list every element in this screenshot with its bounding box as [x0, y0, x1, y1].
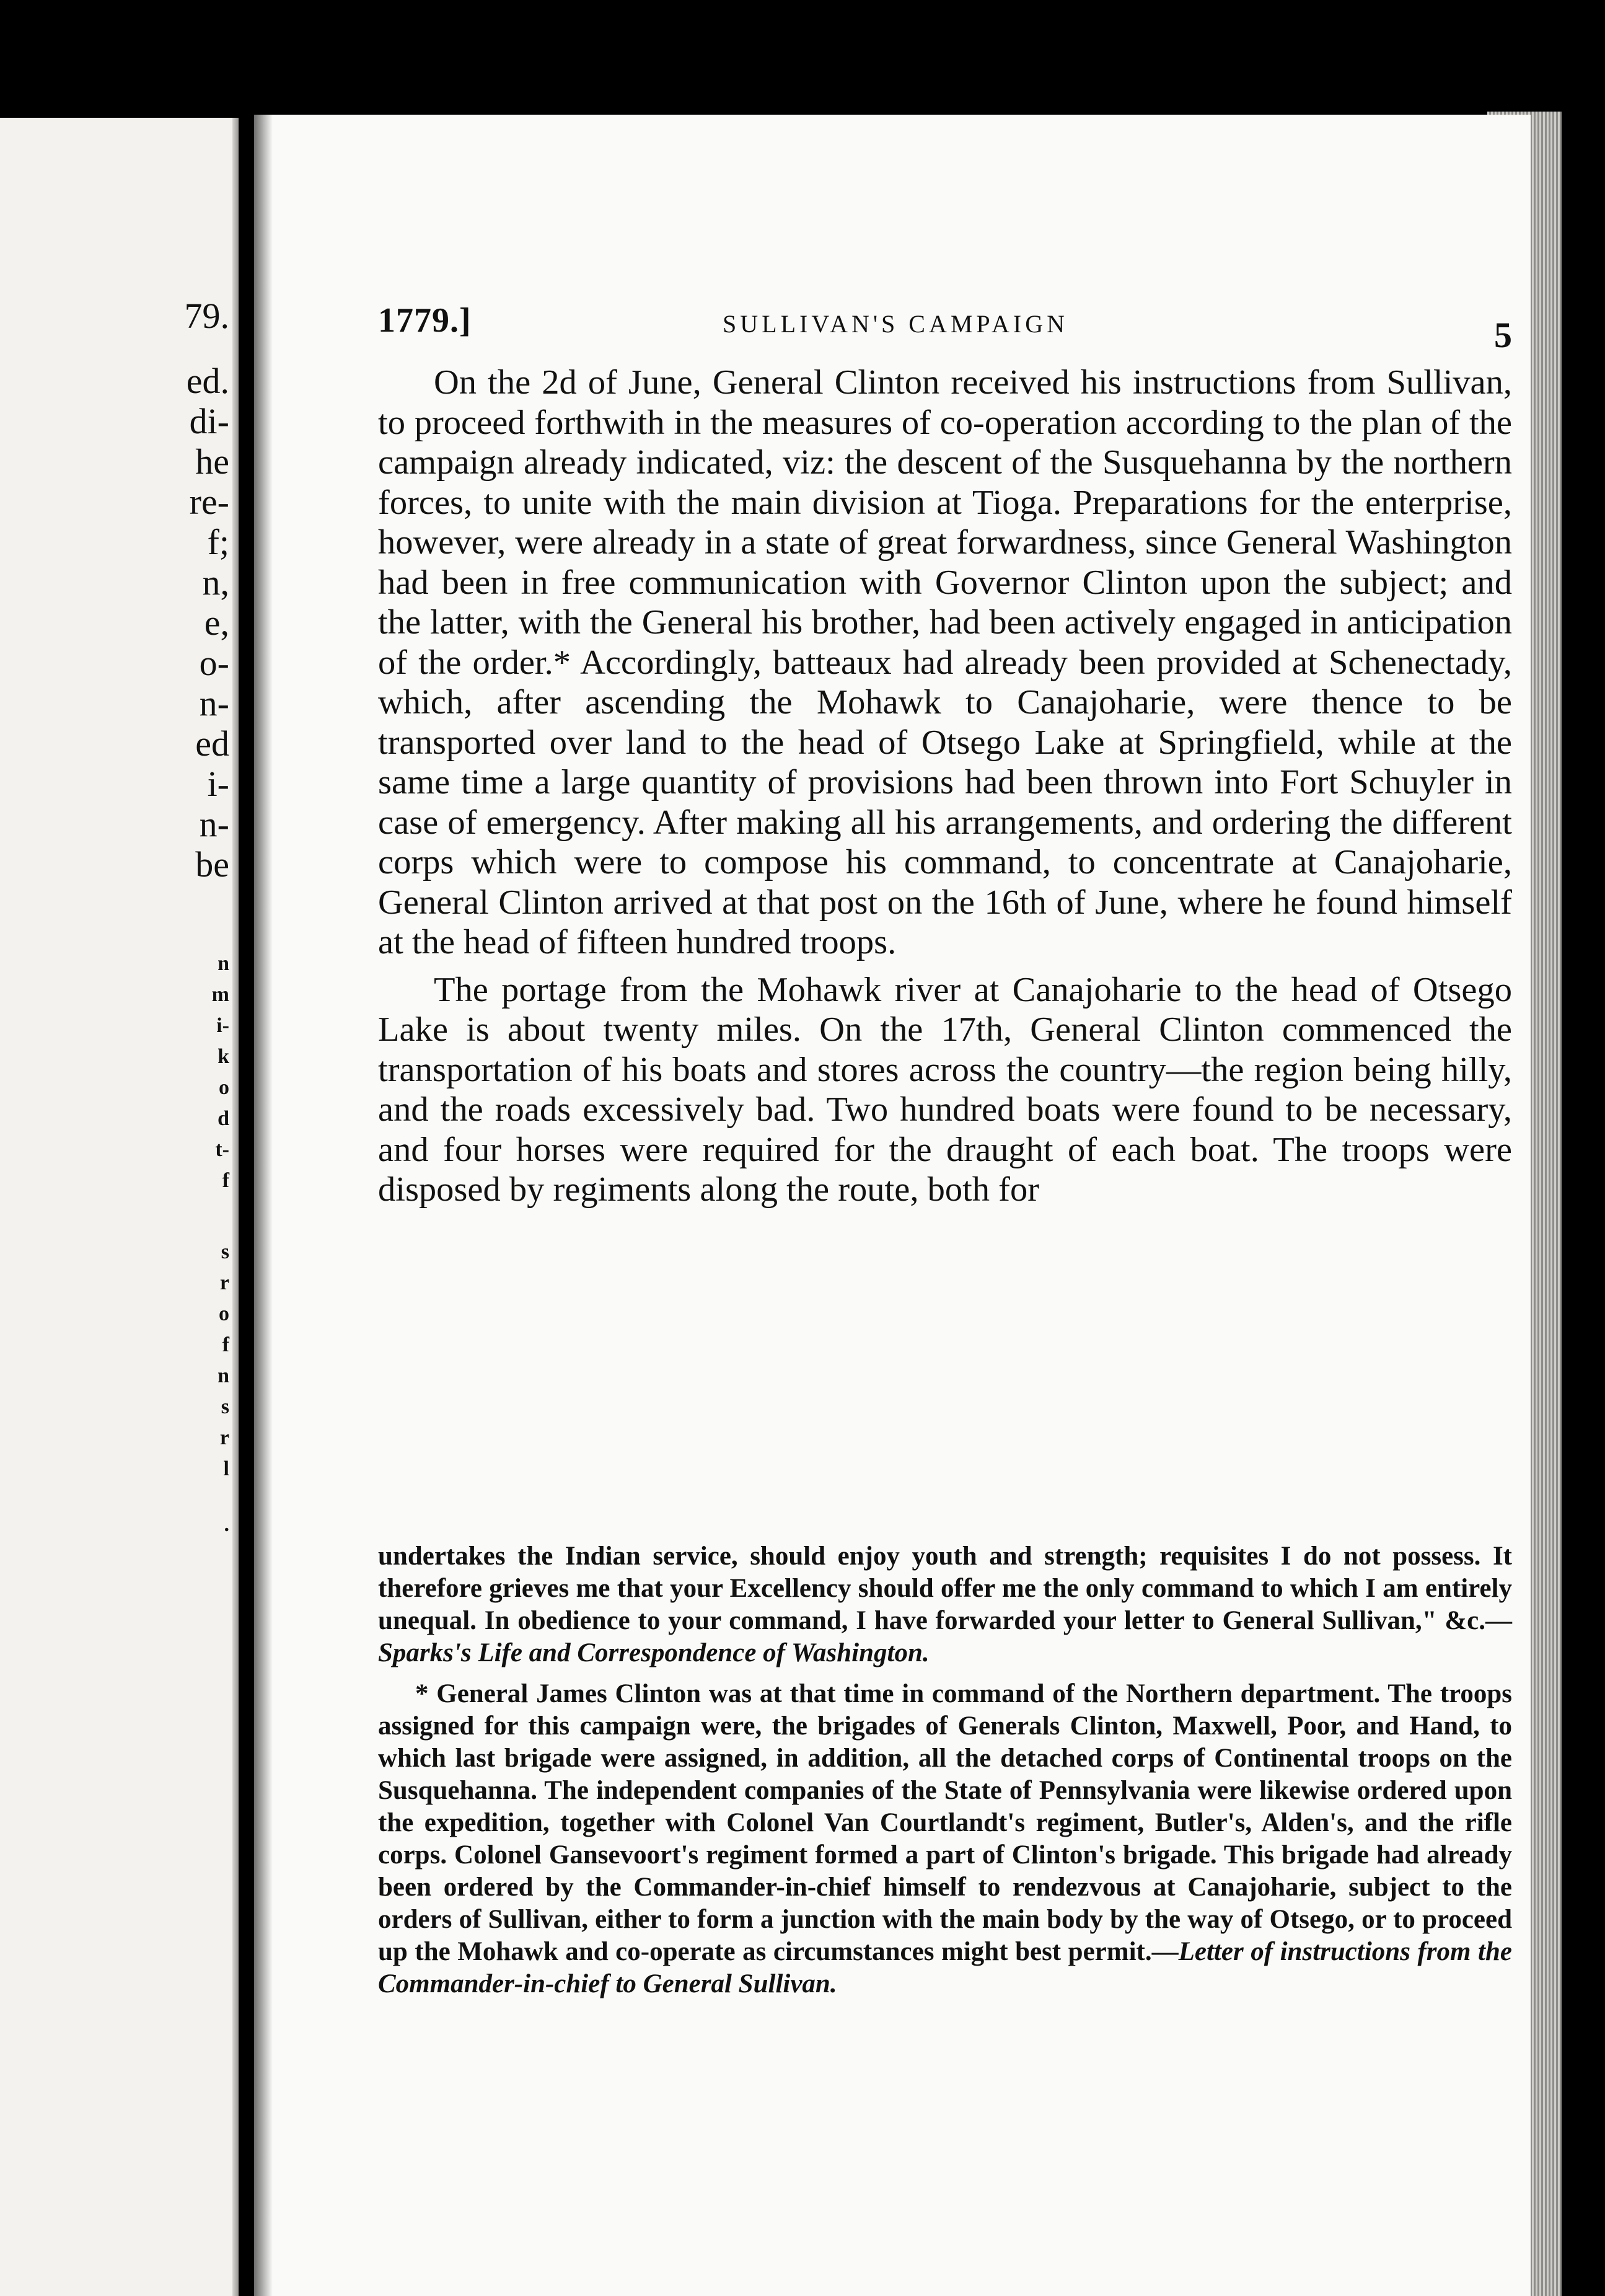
left-small-fragment: k: [218, 1045, 229, 1068]
left-fragment: be: [195, 844, 229, 885]
footnote-star: [378, 1678, 1512, 2000]
left-small-fragment: s: [221, 1395, 229, 1418]
left-fragment: e,: [204, 603, 229, 643]
page-number: 5: [1494, 315, 1512, 355]
left-small-fragment: f: [222, 1333, 229, 1356]
body-text: [378, 363, 1512, 1210]
book-page: [254, 115, 1531, 2296]
left-fragment: i-: [207, 764, 229, 804]
left-small-fragment: i-: [216, 1014, 229, 1037]
left-small-fragment: t-: [215, 1138, 229, 1161]
left-fragment: o-: [199, 643, 229, 683]
footnote-continued: [378, 1540, 1512, 1669]
body-paragraph: The portage from the Mohawk river at Canajoharie to the head of Otsego Lake is about twenty miles. On the 17th, General Clinton commenced the transportation of his boats and stores across the country—the region being hilly, and the roads excessively bad. Two hundred boats were found to be necessary, and four horses were required for the draught of each boat. The troops were disposed by regiments along the route, both for: [378, 970, 1512, 1209]
left-small-fragment: f: [222, 1169, 229, 1192]
spine-shadow: [254, 115, 273, 2296]
left-small-fragment: n: [218, 1364, 229, 1387]
left-small-fragment: n: [218, 952, 229, 975]
previous-page-edge: [0, 118, 239, 2296]
left-fragment: n-: [199, 683, 229, 723]
footnotes: [378, 1540, 1512, 2000]
left-fragment: ed.: [186, 361, 229, 401]
left-small-fragment: r: [219, 1271, 229, 1294]
footnote-continued-text: undertakes the Indian service, should enjoy youth and strength; requisites I do not possess. It therefore grieves me that your Excellency should offer me the only command to which I am entirely unequal. In obedience to your command, I have forwarded your letter to General Sullivan," &c.—: [378, 1542, 1512, 1635]
left-fragment: re-: [189, 482, 229, 522]
left-small-fragment: o: [219, 1076, 229, 1099]
left-fragment: he: [195, 441, 229, 482]
left-fragment: n-: [199, 804, 229, 844]
page-gutter: [232, 118, 239, 2296]
left-small-fragment: l: [223, 1457, 229, 1480]
left-small-fragment: .: [224, 1513, 229, 1536]
left-small-fragment: o: [219, 1302, 229, 1325]
body-paragraph: On the 2d of June, General Clinton received his instructions from Sullivan, to proceed forthwith in the measures of co-operation according to the plan of the campaign already indicated, viz: the descent of the Susquehanna by the northern forces, to unite with the main division at Tioga. Preparations for the enterprise, however, were already in a state of great forwardness, since General Washington had been in free communication with Governor Clinton upon the subject; and the latter, with the General his brother, had been actively engaged in anticipation of the order.* Accordingly, batteaux had already been provided at Schenectady, which, after ascending the Mohawk to Canajoharie, were thence to be transported over land to the head of Otsego Lake at Springfield, while at the same time a large quantity of provisions had been thrown into Fort Schuyler in case of emergency. After making all his arrangements, and ordering the different corps which were to compose his command, to concentrate at Canajoharie, General Clinton arrived at that post on the 16th of June, where he found himself at the head of fifteen hundred troops.: [378, 363, 1512, 961]
left-fragment: 79.: [184, 296, 229, 336]
left-small-fragment: r: [219, 1426, 229, 1449]
left-fragment: f;: [207, 522, 229, 562]
running-head-title: SULLIVAN'S CAMPAIGN: [723, 310, 1068, 338]
running-head: [378, 301, 1512, 356]
footnote-citation: Letter of instructions from the Commander-in-chief to General Sullivan.: [378, 1937, 1512, 1998]
footnote-star-text: * General James Clinton was at that time in command of the Northern department. The troops assigned for this campaign were, the brigades of Generals Clinton, Maxwell, Poor, and Hand, to which last brigade were assigned, in addition, all the detached corps of Continental troops on the Susquehanna. The independent companies of the State of Pennsylvania were likewise ordered upon the expedition, together with Colonel Van Courtlandt's regiment, Butler's, Alden's, and the rifle corps. Colonel Gansevoort's regiment formed a part of Clinton's brigade. This brigade had already been ordered by the Commander-in-chief himself to rendezvous at Canajoharie, subject to the orders of Sullivan, either to form a junction with the main body by the way of Otsego, or to proceed up the Mohawk and co-operate as circumstances might best permit.—: [378, 1679, 1512, 1966]
left-small-fragment: m: [211, 983, 229, 1006]
footnote-citation: Sparks's Life and Correspondence of Washington.: [378, 1638, 930, 1667]
left-fragment: ed: [195, 723, 229, 764]
left-small-fragment: d: [218, 1107, 229, 1130]
left-small-fragment: s: [221, 1240, 229, 1263]
left-fragment: n,: [202, 562, 229, 603]
running-head-year: 1779.]: [378, 301, 472, 340]
left-fragment: di-: [189, 401, 229, 441]
